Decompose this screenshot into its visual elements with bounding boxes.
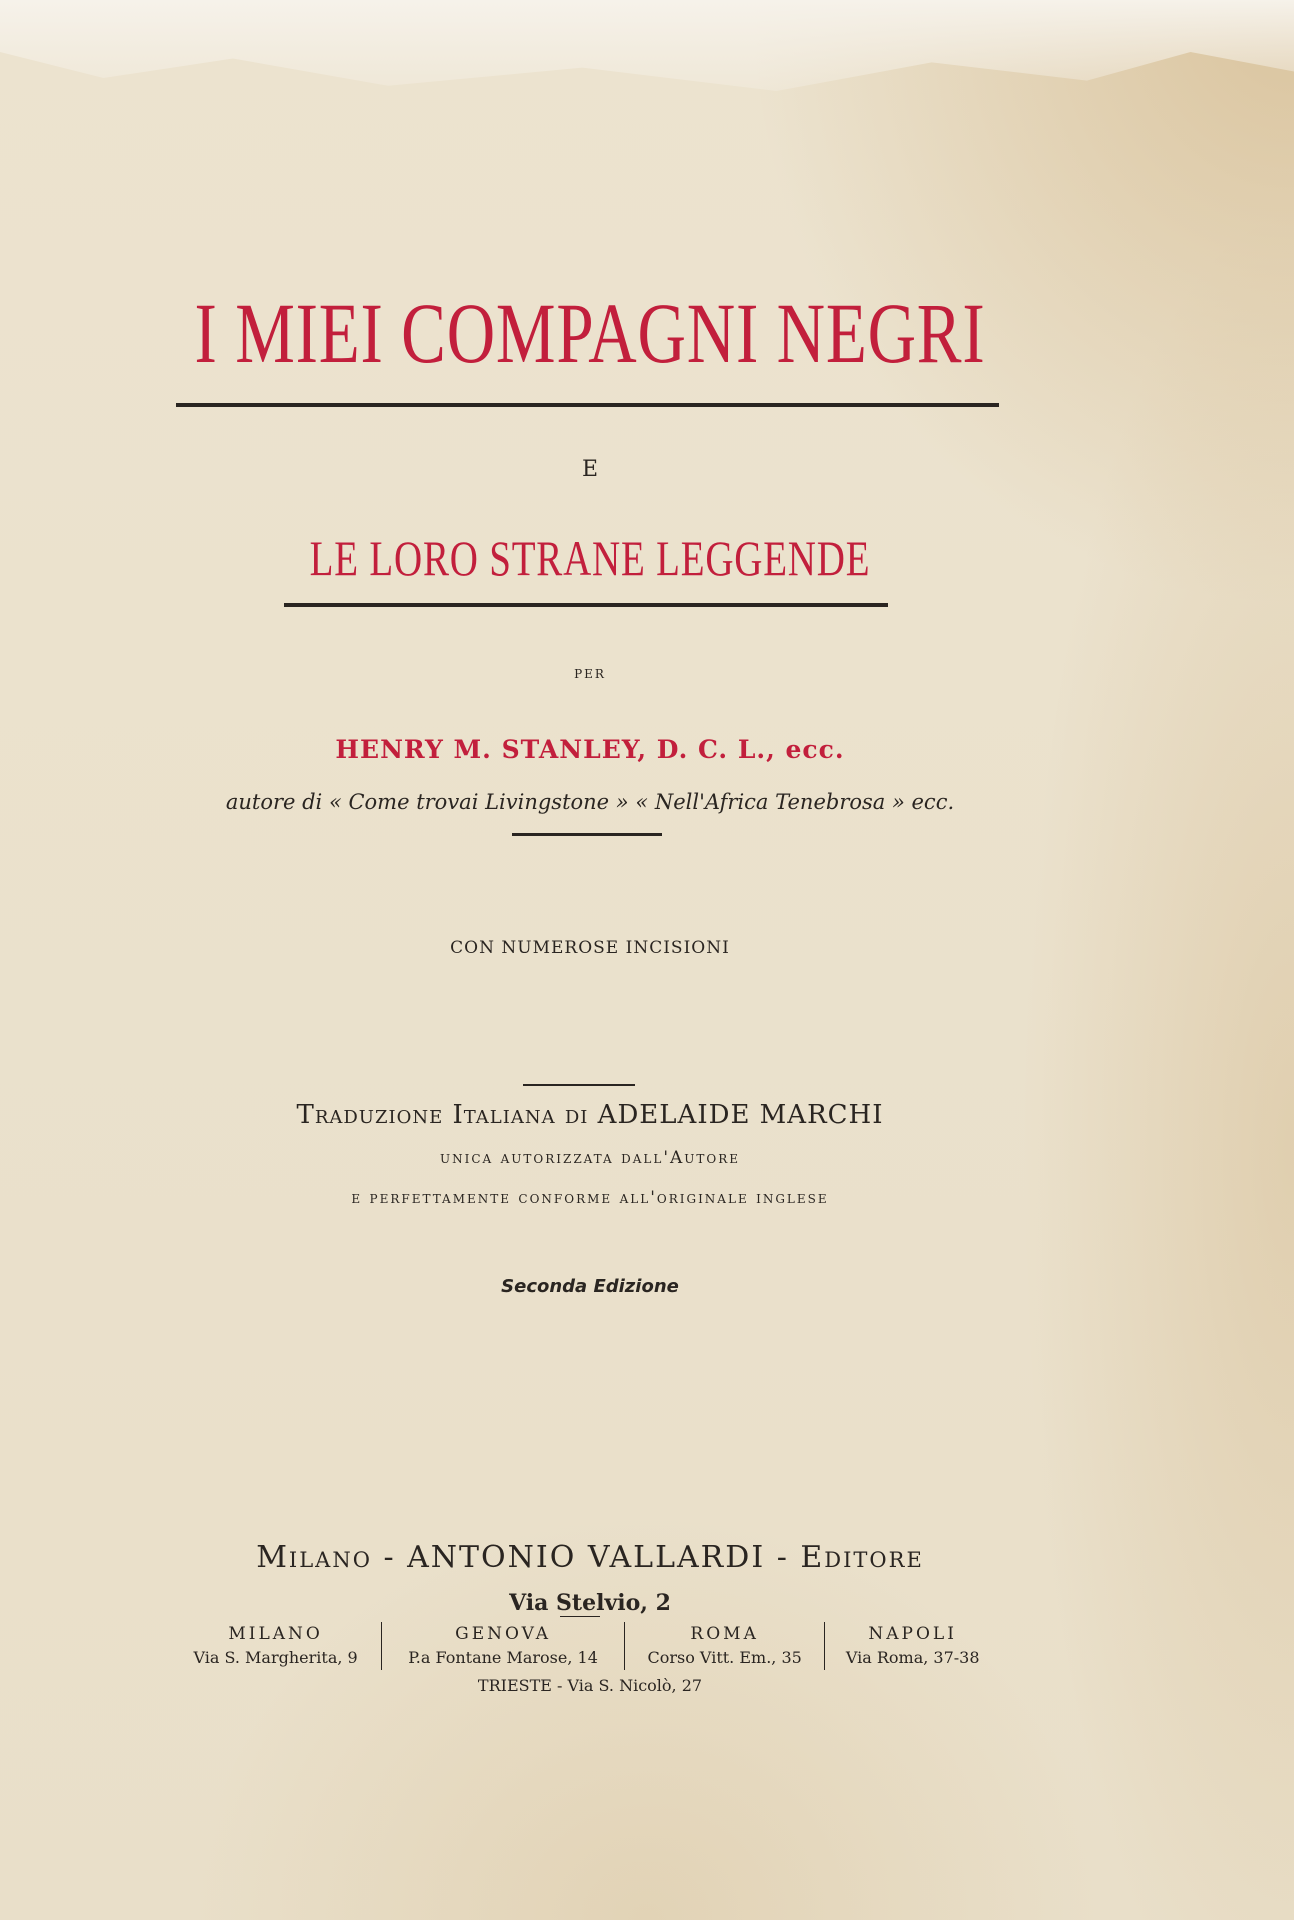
conjunction: E <box>581 457 599 482</box>
branch-offices <box>170 1622 1000 1670</box>
branch-napoli <box>825 1622 1000 1670</box>
book-title: I MIEI COMPAGNI NEGRI <box>194 285 986 381</box>
edition-label: Seconda Edizione <box>501 1276 679 1297</box>
branch-milano <box>170 1622 382 1670</box>
branch-city: ROMA <box>690 1624 759 1644</box>
branch-address: Via Roma, 37-38 <box>845 1648 980 1667</box>
publisher-address: Via Stelvio, 2 <box>509 1590 671 1616</box>
illustrations-note: CON NUMEROSE INCISIONI <box>450 938 730 958</box>
branch-address: P.a Fontane Marose, 14 <box>408 1648 598 1667</box>
translation-credit: Traduzione Italiana di ADELAIDE MARCHI <box>296 1100 884 1130</box>
subtitle-rule <box>284 603 888 607</box>
torn-paper-edge <box>0 0 1294 130</box>
address-rule <box>560 1616 600 1617</box>
author-rule <box>512 833 662 836</box>
author-name: HENRY M. STANLEY, D. C. L., ecc. <box>335 735 845 764</box>
conforming-note: e perfettamente conforme all'originale inglese <box>351 1188 829 1208</box>
branch-address: Via S. Margherita, 9 <box>193 1648 358 1667</box>
branch-trieste: TRIESTE - Via S. Nicolò, 27 <box>477 1676 703 1695</box>
per-label: PER <box>574 667 606 681</box>
branch-city: NAPOLI <box>868 1624 957 1644</box>
branch-address: Corso Vitt. Em., 35 <box>647 1648 802 1667</box>
book-subtitle: LE LORO STRANE LEGGENDE <box>309 530 871 586</box>
author-works: autore di « Come trovai Livingstone » « Nell'Africa Tenebrosa » ecc. <box>225 790 955 814</box>
branch-city: GENOVA <box>455 1624 552 1644</box>
title-rule <box>176 403 999 407</box>
branch-genova <box>382 1622 625 1670</box>
translation-rule <box>523 1084 635 1086</box>
publisher-line: Milano - ANTONIO VALLARDI - Editore <box>256 1540 924 1575</box>
branch-roma <box>624 1622 824 1670</box>
branch-city: MILANO <box>228 1624 323 1644</box>
authorized-note: unica autorizzata dall'Autore <box>439 1148 741 1168</box>
